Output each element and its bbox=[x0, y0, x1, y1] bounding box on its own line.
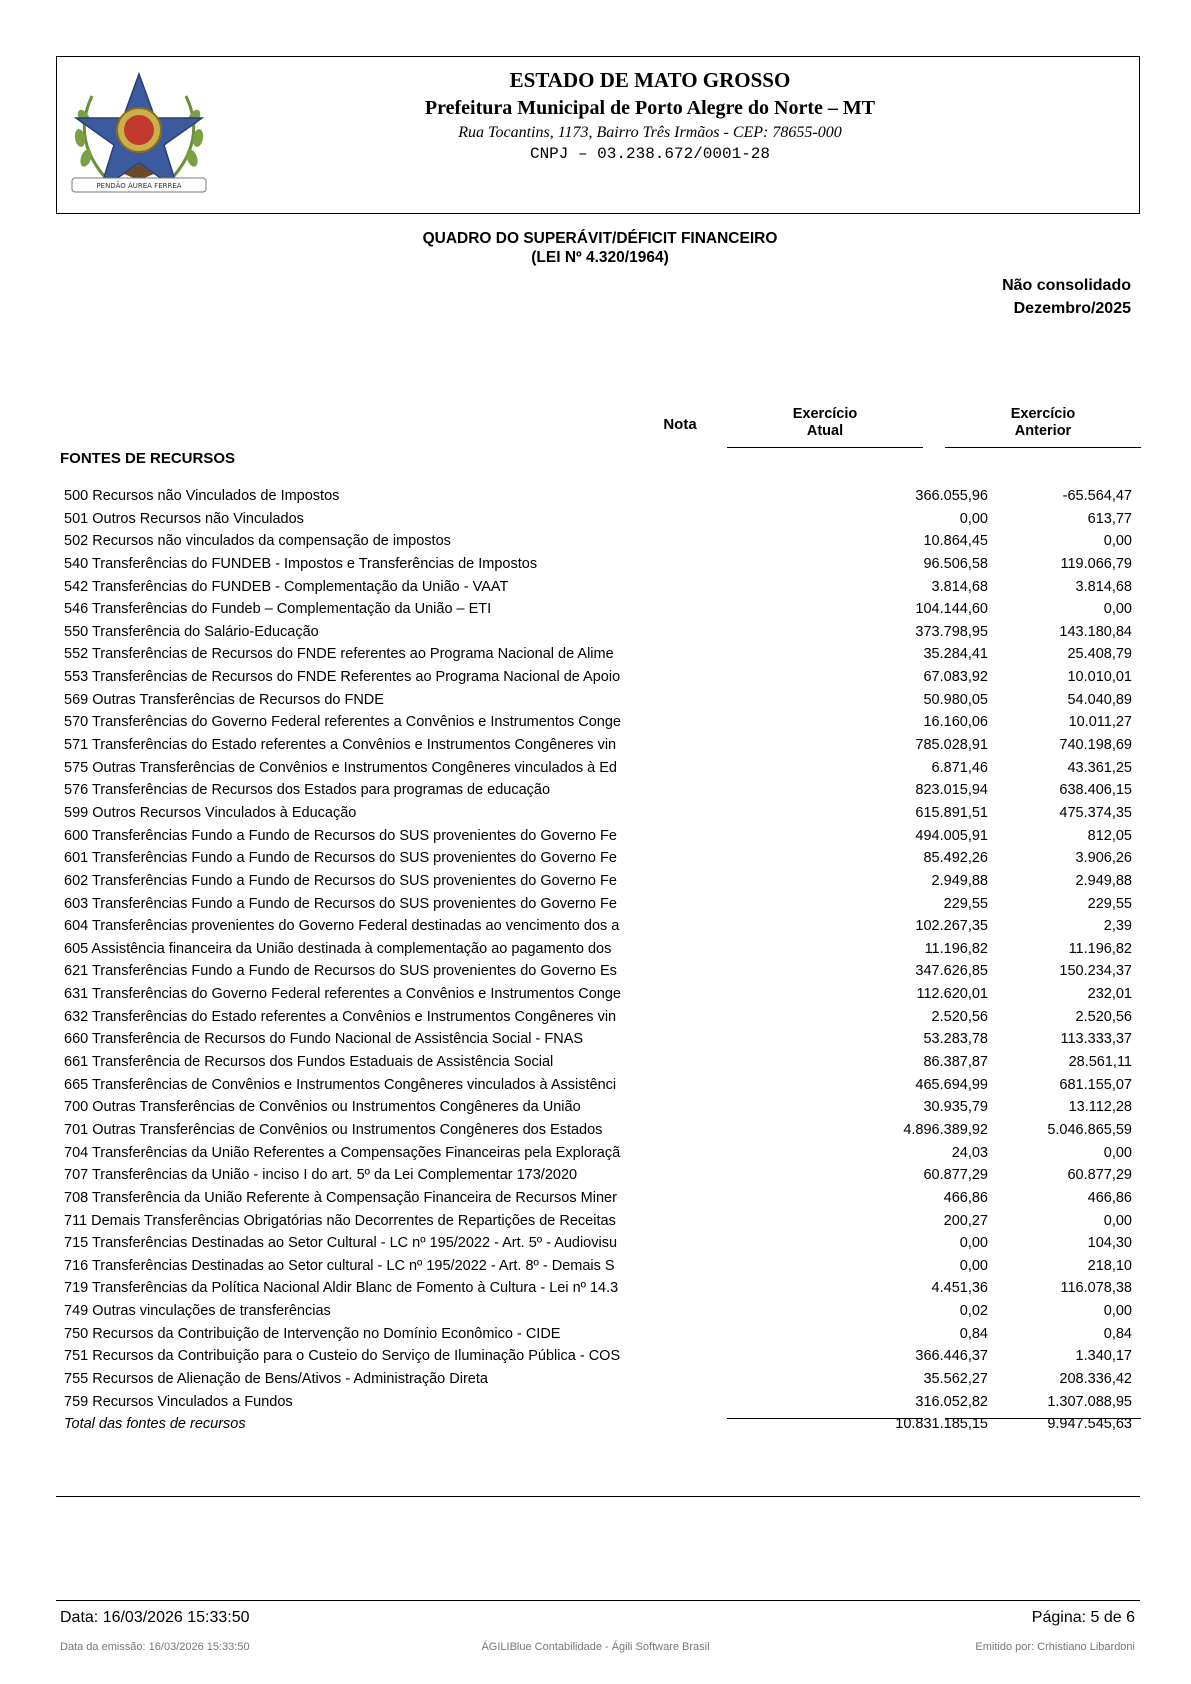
table-row bbox=[64, 689, 1140, 712]
table-row bbox=[64, 1300, 1140, 1323]
table-row bbox=[64, 825, 1140, 848]
row-value-previous: 10.010,01 bbox=[1067, 669, 1132, 686]
row-description: 542 Transferências do FUNDEB - Complementação da União - VAAT bbox=[64, 578, 509, 595]
row-value-previous: 0,00 bbox=[1103, 1144, 1132, 1161]
row-value-current: 785.028,91 bbox=[915, 737, 988, 754]
table-row bbox=[64, 1368, 1140, 1391]
table-row bbox=[64, 530, 1140, 553]
prefecture-cnpj: CNPJ – 03.238.672/0001-28 bbox=[529, 145, 771, 163]
row-value-previous: 113.333,37 bbox=[1060, 1031, 1132, 1048]
row-description: 711 Demais Transferências Obrigatórias não Decorrentes de Repartições de Receitas bbox=[64, 1212, 616, 1229]
row-description: 601 Transferências Fundo a Fundo de Recursos do SUS provenientes do Governo Fe bbox=[64, 850, 617, 867]
row-description: 501 Outros Recursos não Vinculados bbox=[64, 510, 304, 527]
row-value-previous: 681.155,07 bbox=[1059, 1076, 1132, 1093]
table-row bbox=[64, 1051, 1140, 1074]
table-row bbox=[64, 711, 1140, 734]
row-value-previous: 54.040,89 bbox=[1067, 691, 1132, 708]
table-row bbox=[64, 938, 1140, 961]
table-row bbox=[64, 983, 1140, 1006]
row-value-previous: 150.234,37 bbox=[1059, 963, 1132, 980]
row-value-previous: 13.112,28 bbox=[1068, 1099, 1132, 1116]
footer-software: ÁGILIBlue Contabilidade - Ágili Software Brasil bbox=[481, 1641, 710, 1653]
crest-banner-text: PENDÃO ÁUREA FERREA bbox=[96, 182, 182, 190]
table-row bbox=[64, 802, 1140, 825]
table-row bbox=[64, 1345, 1140, 1368]
table-row bbox=[64, 1028, 1140, 1051]
row-value-previous: 28.561,11 bbox=[1068, 1054, 1132, 1071]
row-value-previous: 60.877,29 bbox=[1067, 1167, 1132, 1184]
row-description: 603 Transferências Fundo a Fundo de Recursos do SUS provenientes do Governo Fe bbox=[64, 895, 617, 912]
column-header-previous bbox=[945, 406, 1141, 440]
row-description: 604 Transferências provenientes do Governo Federal destinadas ao vencimento dos a bbox=[64, 918, 620, 935]
row-value-current: 3.814,68 bbox=[931, 578, 988, 595]
row-value-previous: 466,86 bbox=[1087, 1189, 1132, 1206]
total-row bbox=[64, 1413, 1140, 1436]
row-value-previous: 3.814,68 bbox=[1075, 578, 1132, 595]
column-header-rule-current bbox=[727, 447, 923, 448]
table-row bbox=[64, 1006, 1140, 1029]
row-description: 502 Recursos não vinculados da compensação de impostos bbox=[64, 533, 451, 550]
row-value-current: 366.055,96 bbox=[915, 488, 988, 504]
table-row bbox=[64, 621, 1140, 644]
row-value-previous: 638.406,15 bbox=[1059, 782, 1132, 799]
municipal-crest-icon bbox=[64, 68, 214, 208]
row-value-current: 4.896.389,92 bbox=[903, 1121, 988, 1138]
row-description: 750 Recursos da Contribuição de Intervenção no Domínio Econômico - CIDE bbox=[64, 1325, 561, 1342]
row-value-current: 823.015,94 bbox=[915, 782, 988, 799]
footer-emission-date: Data da emissão: 16/03/2026 15:33:50 bbox=[60, 1641, 250, 1653]
row-description: 704 Transferências da União Referentes a Compensações Financeiras pela Exploraçã bbox=[64, 1144, 621, 1161]
row-value-previous: 43.361,25 bbox=[1067, 759, 1132, 776]
table-row bbox=[64, 847, 1140, 870]
row-value-previous: 9.947.545,63 bbox=[1047, 1416, 1132, 1433]
row-description: 576 Transferências de Recursos dos Estados para programas de educação bbox=[64, 782, 551, 799]
footer-issued-by: Emitido por: Crhistiano Libardoni bbox=[975, 1641, 1135, 1653]
total-rule-previous bbox=[945, 1418, 1141, 1419]
table-row bbox=[64, 1232, 1140, 1255]
row-value-current: 30.935,79 bbox=[923, 1099, 988, 1116]
row-value-current: 24,03 bbox=[951, 1144, 988, 1161]
table-row bbox=[64, 734, 1140, 757]
report-scope-block bbox=[1002, 274, 1131, 320]
report-period: Dezembro/2025 bbox=[1013, 300, 1131, 317]
table-row bbox=[64, 1323, 1140, 1346]
report-subtitle: (LEI Nº 4.320/1964) bbox=[531, 249, 669, 266]
row-value-current: 86.387,87 bbox=[923, 1054, 988, 1071]
row-value-previous: 218,10 bbox=[1087, 1257, 1132, 1274]
row-value-current: 35.562,27 bbox=[923, 1370, 988, 1387]
table-row bbox=[64, 598, 1140, 621]
row-value-current: 0,02 bbox=[959, 1303, 988, 1320]
row-value-current: 102.267,35 bbox=[915, 918, 988, 935]
row-description: 569 Outras Transferências de Recursos do FNDE bbox=[64, 691, 384, 708]
row-description: 632 Transferências do Estado referentes a Convênios e Instrumentos Congêneres vin bbox=[64, 1008, 617, 1025]
row-value-previous: 208.336,42 bbox=[1059, 1370, 1132, 1387]
table-row bbox=[64, 1164, 1140, 1187]
row-description: 749 Outras vinculações de transferências bbox=[64, 1303, 331, 1320]
row-value-previous: 2.949,88 bbox=[1075, 872, 1132, 889]
row-description: 553 Transferências de Recursos do FNDE Referentes ao Programa Nacional de Apoio bbox=[64, 669, 621, 686]
row-description: 605 Assistência financeira da União destinada à complementação ao pagamento dos bbox=[64, 940, 612, 957]
section-title: FONTES DE RECURSOS bbox=[60, 450, 236, 467]
row-value-current: 0,84 bbox=[959, 1325, 988, 1342]
table-row bbox=[64, 1391, 1140, 1414]
table-row bbox=[64, 757, 1140, 780]
row-description: 600 Transferências Fundo a Fundo de Recursos do SUS provenientes do Governo Fe bbox=[64, 827, 617, 844]
row-value-previous: 0,84 bbox=[1103, 1325, 1132, 1342]
row-value-previous: -65.564,47 bbox=[1062, 488, 1132, 504]
table-row bbox=[64, 666, 1140, 689]
row-value-previous: 2.520,56 bbox=[1075, 1008, 1132, 1025]
table-row bbox=[64, 553, 1140, 576]
column-header-previous-line2: Anterior bbox=[1014, 423, 1072, 439]
table-row bbox=[64, 643, 1140, 666]
table-row bbox=[64, 1255, 1140, 1278]
row-description: 751 Recursos da Contribuição para o Custeio do Serviço de Iluminação Pública - COS bbox=[64, 1348, 621, 1365]
row-value-previous: 475.374,35 bbox=[1059, 804, 1132, 821]
row-value-current: 50.980,05 bbox=[923, 691, 988, 708]
row-value-current: 2.520,56 bbox=[931, 1008, 988, 1025]
row-value-current: 373.798,95 bbox=[915, 623, 988, 640]
row-description: 759 Recursos Vinculados a Fundos bbox=[64, 1393, 293, 1410]
row-value-current: 67.083,92 bbox=[923, 669, 988, 686]
footer-rule bbox=[56, 1600, 1140, 1601]
column-header-current-line1: Exercício bbox=[792, 406, 858, 422]
prefecture-name: Prefeitura Municipal de Porto Alegre do Norte – MT bbox=[424, 97, 876, 119]
row-value-current: 60.877,29 bbox=[923, 1167, 988, 1184]
table-row bbox=[64, 893, 1140, 916]
row-description: 500 Recursos não Vinculados de Impostos bbox=[64, 488, 340, 504]
row-value-previous: 0,00 bbox=[1103, 1303, 1132, 1320]
row-description: 602 Transferências Fundo a Fundo de Recursos do SUS provenientes do Governo Fe bbox=[64, 872, 617, 889]
row-value-previous: 25.408,79 bbox=[1067, 646, 1132, 663]
row-description: 701 Outras Transferências de Convênios ou Instrumentos Congêneres dos Estados bbox=[64, 1121, 603, 1138]
row-value-previous: 1.307.088,95 bbox=[1047, 1393, 1132, 1410]
fund-sources-table bbox=[64, 485, 1140, 1436]
row-description: 599 Outros Recursos Vinculados à Educação bbox=[64, 804, 357, 821]
row-value-previous: 229,55 bbox=[1087, 895, 1132, 912]
report-title-block bbox=[300, 229, 900, 267]
header-text bbox=[330, 66, 970, 164]
row-value-current: 4.451,36 bbox=[931, 1280, 988, 1297]
row-value-current: 465.694,99 bbox=[915, 1076, 988, 1093]
row-value-current: 104.144,60 bbox=[915, 601, 988, 618]
row-value-current: 10.864,45 bbox=[923, 533, 988, 550]
table-row bbox=[64, 1187, 1140, 1210]
row-value-current: 466,86 bbox=[943, 1189, 988, 1206]
row-value-previous: 143.180,84 bbox=[1059, 623, 1132, 640]
row-value-previous: 11.196,82 bbox=[1068, 940, 1132, 957]
row-value-current: 229,55 bbox=[943, 895, 988, 912]
row-description: 546 Transferências do Fundeb – Complementação da União – ETI bbox=[64, 601, 492, 618]
state-name: ESTADO DE MATO GROSSO bbox=[509, 68, 791, 92]
row-value-current: 366.446,37 bbox=[915, 1348, 988, 1365]
footer-date: Data: 16/03/2026 15:33:50 bbox=[60, 1609, 250, 1626]
row-value-current: 6.871,46 bbox=[931, 759, 988, 776]
table-row bbox=[64, 1119, 1140, 1142]
row-value-current: 112.620,01 bbox=[916, 986, 988, 1003]
row-value-current: 96.506,58 bbox=[923, 555, 988, 572]
row-value-current: 200,27 bbox=[943, 1212, 988, 1229]
row-value-previous: 232,01 bbox=[1087, 986, 1132, 1003]
row-description: 552 Transferências de Recursos do FNDE referentes ao Programa Nacional de Alime bbox=[64, 646, 614, 663]
footer-page-number: Página: 5 de 6 bbox=[1031, 1609, 1135, 1626]
row-value-previous: 812,05 bbox=[1087, 827, 1132, 844]
row-description: 550 Transferência do Salário-Educação bbox=[64, 623, 319, 640]
row-value-previous: 0,00 bbox=[1103, 533, 1132, 550]
table-row bbox=[64, 576, 1140, 599]
row-value-current: 0,00 bbox=[959, 1235, 988, 1252]
table-row bbox=[64, 1210, 1140, 1233]
row-description: 715 Transferências Destinadas ao Setor Cultural - LC nº 195/2022 - Art. 5º - Audiovisu bbox=[64, 1235, 618, 1252]
row-value-current: 0,00 bbox=[959, 510, 988, 527]
row-description: 708 Transferência da União Referente à Compensação Financeira de Recursos Miner bbox=[64, 1189, 617, 1206]
column-header-previous-line1: Exercício bbox=[1010, 406, 1076, 422]
table-row bbox=[64, 485, 1140, 508]
row-description: 621 Transferências Fundo a Fundo de Recursos do SUS provenientes do Governo Es bbox=[64, 963, 617, 980]
row-value-current: 347.626,85 bbox=[915, 963, 988, 980]
row-value-previous: 5.046.865,59 bbox=[1047, 1121, 1132, 1138]
row-description: 570 Transferências do Governo Federal referentes a Convênios e Instrumentos Conge bbox=[64, 714, 621, 731]
row-description: 571 Transferências do Estado referentes a Convênios e Instrumentos Congêneres vin bbox=[64, 737, 617, 754]
table-row bbox=[64, 508, 1140, 531]
row-description: 661 Transferência de Recursos dos Fundos Estaduais de Assistência Social bbox=[64, 1054, 554, 1071]
row-value-previous: 104,30 bbox=[1087, 1235, 1132, 1252]
column-header-rule-previous bbox=[945, 447, 1141, 448]
row-value-current: 2.949,88 bbox=[931, 872, 988, 889]
row-value-previous: 2,39 bbox=[1103, 918, 1132, 935]
row-value-previous: 0,00 bbox=[1103, 1212, 1132, 1229]
column-header-current bbox=[727, 406, 923, 440]
row-value-previous: 740.198,69 bbox=[1059, 737, 1132, 754]
table-row bbox=[64, 779, 1140, 802]
report-title: QUADRO DO SUPERÁVIT/DÉFICIT FINANCEIRO bbox=[422, 230, 778, 247]
row-description: 755 Recursos de Alienação de Bens/Ativos - Administração Direta bbox=[64, 1370, 488, 1387]
row-value-current: 0,00 bbox=[959, 1257, 988, 1274]
row-value-previous: 119.066,79 bbox=[1060, 555, 1132, 572]
row-description: 707 Transferências da União - inciso I do art. 5º da Lei Complementar 173/2020 bbox=[64, 1167, 578, 1184]
row-description: 719 Transferências da Política Nacional Aldir Blanc de Fomento à Cultura - Lei nº 14.3 bbox=[64, 1280, 619, 1297]
row-value-current: 35.284,41 bbox=[923, 646, 988, 663]
table-row bbox=[64, 960, 1140, 983]
row-value-previous: 116.078,38 bbox=[1060, 1280, 1132, 1297]
table-row bbox=[64, 1142, 1140, 1165]
row-value-previous: 1.340,17 bbox=[1075, 1348, 1132, 1365]
row-value-current: 85.492,26 bbox=[923, 850, 988, 867]
table-row bbox=[64, 1096, 1140, 1119]
table-row bbox=[64, 915, 1140, 938]
table-row bbox=[64, 1277, 1140, 1300]
row-value-previous: 10.011,27 bbox=[1068, 714, 1132, 731]
report-scope: Não consolidado bbox=[1002, 277, 1131, 294]
row-description: Total das fontes de recursos bbox=[64, 1416, 246, 1433]
row-value-current: 494.005,91 bbox=[915, 827, 988, 844]
row-value-current: 16.160,06 bbox=[923, 714, 988, 731]
row-description: 575 Outras Transferências de Convênios e Instrumentos Congêneres vinculados à Ed bbox=[64, 759, 617, 776]
row-description: 665 Transferências de Convênios e Instrumentos Congêneres vinculados à Assistênci bbox=[64, 1076, 617, 1093]
row-value-previous: 3.906,26 bbox=[1075, 850, 1132, 867]
row-description: 700 Outras Transferências de Convênios ou Instrumentos Congêneres da União bbox=[64, 1099, 581, 1116]
table-end-rule bbox=[56, 1496, 1140, 1497]
row-value-previous: 613,77 bbox=[1087, 510, 1132, 527]
row-value-current: 316.052,82 bbox=[915, 1393, 988, 1410]
row-description: 631 Transferências do Governo Federal referentes a Convênios e Instrumentos Conge bbox=[64, 986, 621, 1003]
row-value-previous: 0,00 bbox=[1103, 601, 1132, 618]
row-value-current: 10.831.185,15 bbox=[895, 1416, 988, 1433]
column-header-nota: Nota bbox=[663, 416, 697, 433]
prefecture-address: Rua Tocantins, 1173, Bairro Três Irmãos - CEP: 78655-000 bbox=[458, 124, 842, 141]
row-description: 660 Transferência de Recursos do Fundo Nacional de Assistência Social - FNAS bbox=[64, 1031, 584, 1048]
column-header-current-line2: Atual bbox=[806, 423, 844, 439]
row-description: 716 Transferências Destinadas ao Setor cultural - LC nº 195/2022 - Art. 8º - Demais S bbox=[64, 1257, 615, 1274]
row-description: 540 Transferências do FUNDEB - Impostos e Transferências de Impostos bbox=[64, 555, 538, 572]
total-rule-current bbox=[727, 1418, 923, 1419]
row-value-current: 11.196,82 bbox=[924, 940, 988, 957]
row-value-current: 615.891,51 bbox=[915, 804, 988, 821]
row-value-current: 53.283,78 bbox=[923, 1031, 988, 1048]
table-row bbox=[64, 1074, 1140, 1097]
table-row bbox=[64, 870, 1140, 893]
